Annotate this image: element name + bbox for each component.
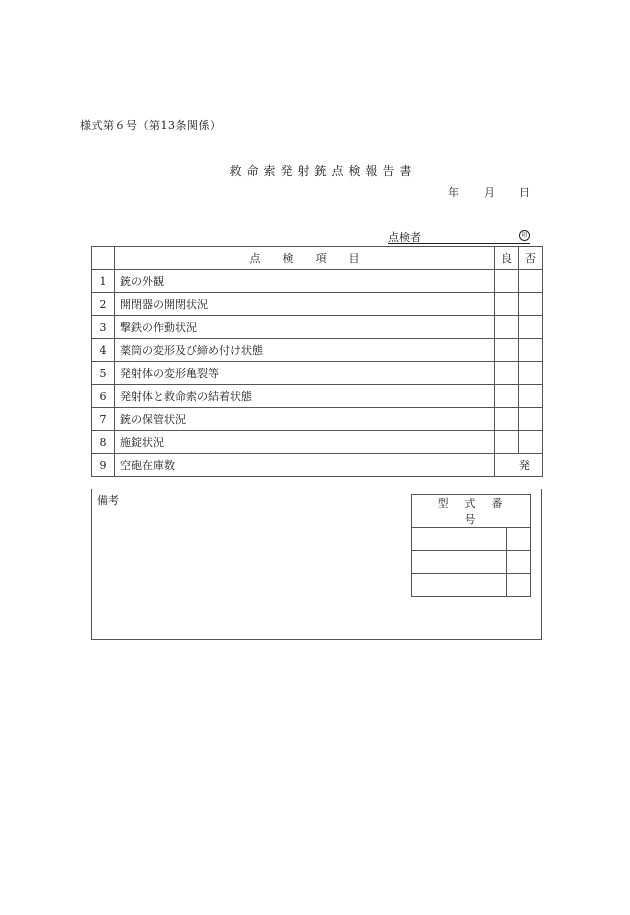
model-row	[412, 528, 531, 551]
table-row	[92, 339, 543, 362]
bad-check-cell[interactable]	[519, 362, 543, 385]
model-number-table	[411, 494, 531, 597]
remarks-label: 備考	[97, 494, 119, 507]
bad-check-cell[interactable]	[519, 293, 543, 316]
model-header-cell: 型式番号	[412, 495, 531, 528]
inspector-line[interactable]	[388, 229, 530, 244]
row-item: 銃の外観	[115, 270, 495, 293]
good-check-cell[interactable]	[495, 293, 519, 316]
good-check-cell[interactable]	[495, 339, 519, 362]
header-good-cell: 良	[495, 247, 519, 270]
header-item-cell: 点検項目	[115, 247, 495, 270]
date-month-label: 月	[484, 186, 495, 199]
inspection-table	[91, 246, 543, 477]
table-row	[92, 270, 543, 293]
row-item: 薬筒の変形及び締め付け状態	[115, 339, 495, 362]
row-number: 4	[92, 339, 115, 362]
table-row	[92, 408, 543, 431]
row-number: 6	[92, 385, 115, 408]
model-name-cell[interactable]	[412, 528, 507, 551]
row-number: 3	[92, 316, 115, 339]
table-row	[92, 431, 543, 454]
row-number: 1	[92, 270, 115, 293]
document-title: 救命索発射銃点検報告書	[229, 164, 417, 178]
good-check-cell[interactable]	[495, 316, 519, 339]
row-number: 5	[92, 362, 115, 385]
bad-check-cell[interactable]	[519, 431, 543, 454]
model-extra-cell[interactable]	[507, 551, 531, 574]
row-item: 銃の保管状況	[115, 408, 495, 431]
row-number: 2	[92, 293, 115, 316]
model-extra-cell[interactable]	[507, 574, 531, 597]
model-name-cell[interactable]	[412, 551, 507, 574]
row-item: 発射体の変形亀裂等	[115, 362, 495, 385]
good-check-cell[interactable]	[495, 362, 519, 385]
model-row	[412, 551, 531, 574]
model-extra-cell[interactable]	[507, 528, 531, 551]
model-name-cell[interactable]	[412, 574, 507, 597]
blank-count-field[interactable]	[495, 454, 543, 477]
row-item: 空砲在庫数	[115, 454, 495, 477]
good-check-cell[interactable]	[495, 385, 519, 408]
form-number: 様式第６号（第13条関係）	[80, 119, 222, 132]
bad-check-cell[interactable]	[519, 385, 543, 408]
header-number-cell	[92, 247, 115, 270]
seal-mark: 印	[519, 230, 530, 241]
row-number: 9	[92, 454, 115, 477]
bad-check-cell[interactable]	[519, 316, 543, 339]
table-row-blank-count	[92, 454, 543, 477]
good-check-cell[interactable]	[495, 270, 519, 293]
date-day-label: 日	[519, 186, 530, 199]
bad-check-cell[interactable]	[519, 408, 543, 431]
row-item: 施錠状況	[115, 431, 495, 454]
model-header-row	[412, 495, 531, 528]
bad-check-cell[interactable]	[519, 270, 543, 293]
model-row	[412, 574, 531, 597]
table-row	[92, 385, 543, 408]
row-number: 8	[92, 431, 115, 454]
table-row	[92, 362, 543, 385]
table-header-row	[92, 247, 543, 270]
row-item: 開閉器の開閉状況	[115, 293, 495, 316]
good-check-cell[interactable]	[495, 431, 519, 454]
table-row	[92, 293, 543, 316]
good-check-cell[interactable]	[495, 408, 519, 431]
inspector-label: 点検者	[388, 231, 421, 244]
header-bad-cell: 否	[519, 247, 543, 270]
count-unit: 発	[519, 459, 530, 472]
row-number: 7	[92, 408, 115, 431]
table-row	[92, 316, 543, 339]
date-year-label: 年	[448, 186, 459, 199]
bad-check-cell[interactable]	[519, 339, 543, 362]
row-item: 撃鉄の作動状況	[115, 316, 495, 339]
remarks-section[interactable]	[91, 489, 542, 640]
row-item: 発射体と救命索の結着状態	[115, 385, 495, 408]
